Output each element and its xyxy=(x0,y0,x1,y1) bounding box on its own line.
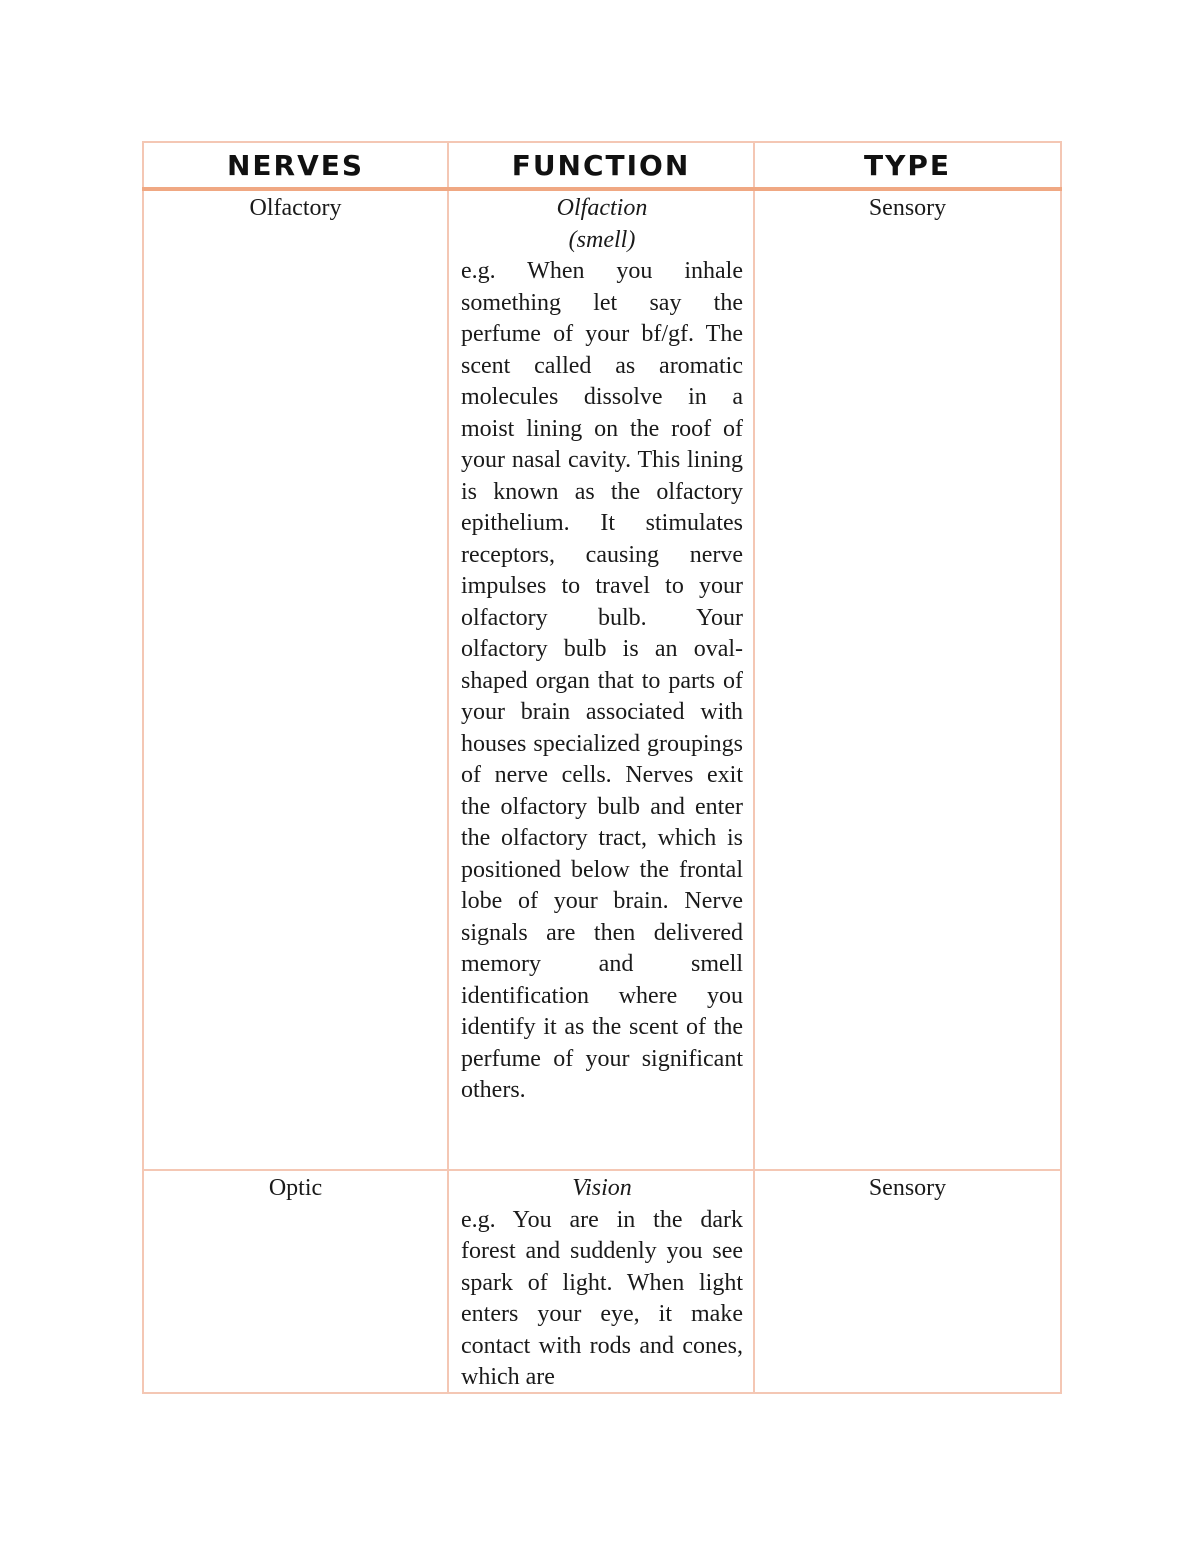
nerve-type: Sensory xyxy=(868,1175,947,1201)
function-title: Vision xyxy=(572,1175,632,1201)
function-cell xyxy=(448,189,754,1170)
function-clip xyxy=(461,1173,743,1390)
function-title: Olfaction xyxy=(556,195,648,221)
nerve-name-cell xyxy=(143,189,448,1170)
nerve-type: Sensory xyxy=(868,195,947,221)
table-row xyxy=(143,1170,1061,1393)
nerves-table xyxy=(142,141,1062,1394)
function-description: e.g. When you inhale something let say the perfume of your bf/gf. The scent called as aromatic molecules dissolve in a moist lining on the roof of your nasal cavity. This lining is known as the olfactory epithelium. It stimulates receptors, causing nerve impulses to travel to your olfactory bulb. Your olfactory bulb is an oval-shaped organ that to parts of your brain associated with houses specialized groupings of nerve cells. Nerves exit the olfactory bulb and enter the olfactory tract, which is positioned below the frontal lobe of your brain. Nerve signals are then delivered memory and smell identification where you identify it as the scent of the perfume of your significant others. xyxy=(461,258,743,1103)
function-subtitle: (smell) xyxy=(568,226,636,253)
table-row xyxy=(143,189,1061,1170)
type-cell xyxy=(754,189,1061,1170)
table-header-row xyxy=(143,142,1061,189)
header-type: TYPE xyxy=(754,142,1061,189)
header-nerves: NERVES xyxy=(143,142,448,189)
type-cell xyxy=(754,1170,1061,1393)
function-cell xyxy=(448,1170,754,1393)
function-description: e.g. You are in the dark forest and suddenly you see spark of light. When light enters your eye, it make contact with rods and cones, which are xyxy=(461,1206,743,1390)
nerve-name: Optic xyxy=(268,1175,323,1201)
header-function: FUNCTION xyxy=(448,142,754,189)
nerve-name: Olfactory xyxy=(249,195,342,221)
nerve-name-cell xyxy=(143,1170,448,1393)
